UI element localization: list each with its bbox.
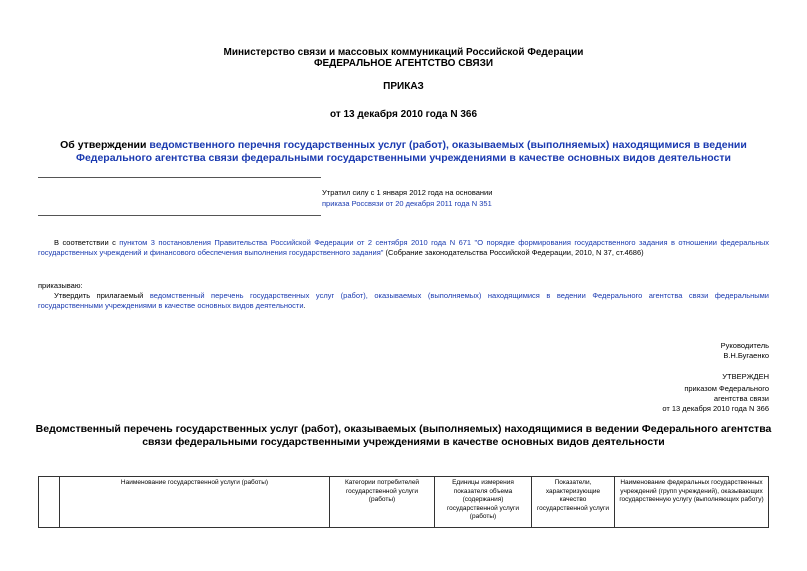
header-cell-consumers: Категории потребителей государственной услуги (работы) <box>330 477 435 528</box>
order-start: Утвердить прилагаемый <box>54 291 150 300</box>
header-cell-institutions: Наименование федеральных государственных учреждений (групп учреждений), оказывающих государственную услугу (выполняющих работу) <box>615 477 769 528</box>
approval-line-2: приказом Федерального <box>684 384 769 393</box>
approval-line-3: агентства связи <box>713 394 769 403</box>
document-header <box>0 47 807 69</box>
order-link[interactable]: ведомственный перечень государственных услуг (работ), оказываемых (выполняемых) находящимися в ведении Федерального агентства связи федеральными государственными учреждениями в качестве основных видов деятельности <box>38 291 769 310</box>
header-cell-units: Единицы измерения показателя объема (содержания) государственной услуги (работы) <box>435 477 532 528</box>
services-table <box>38 476 769 528</box>
header-cell-service-name: Наименование государственной услуги (работы) <box>60 477 330 528</box>
header-cell-quality: Показатели, характеризующие качество государственной услуги <box>532 477 615 528</box>
ministry-name: Министерство связи и массовых коммуникаций Российской Федерации <box>223 47 584 58</box>
repeal-link[interactable]: приказа Россвязи от 20 декабря 2011 года N 351 <box>322 199 492 208</box>
signature-block <box>721 341 769 361</box>
doc-title <box>30 139 777 164</box>
divider-top <box>38 177 321 178</box>
repeal-text: Утратил силу с 1 января 2012 года на основании <box>322 188 493 197</box>
approval-line-4: от 13 декабря 2010 года N 366 <box>662 404 769 413</box>
title-prefix: Об утверждении <box>60 139 150 151</box>
order-paragraph <box>38 291 769 311</box>
doc-date-number: от 13 декабря 2010 года N 366 <box>329 109 478 120</box>
list-title: Ведомственный перечень государственных услуг (работ), оказываемых (выполняемых) находящимися в ведении Федерального агентства связи федеральными государственными учреждениями в качестве основных видов деятельности <box>35 423 772 448</box>
agency-name: ФЕДЕРАЛЬНОЕ АГЕНТСТВО СВЯЗИ <box>313 58 494 69</box>
divider-bottom <box>38 215 321 216</box>
title-link[interactable]: ведомственного перечня государственных услуг (работ), оказываемых (выполняемых) находящимися в ведении Федерального агентства связи федеральными государственными учреждениями в качестве основных видов деятельности <box>76 139 747 164</box>
table-header-row <box>39 477 769 528</box>
preamble-start: В соответствии с <box>54 238 120 247</box>
approval-block <box>662 372 769 414</box>
doc-type: ПРИКАЗ <box>383 81 424 92</box>
header-cell-index <box>39 477 60 528</box>
signature-name: В.Н.Бугаенко <box>723 351 769 360</box>
signature-position: Руководитель <box>720 341 769 350</box>
order-end: . <box>303 301 306 310</box>
preamble-end: (Собрание законодательства Российской Федерации, 2010, N 37, ст.4686) <box>383 248 644 257</box>
preamble-link[interactable]: пунктом 3 постановления Правительства Российской Федерации от 2 сентября 2010 года N 671 "О порядке формирования государственного задания в отношении федеральных государственных учреждений и финансового обеспечения выполнения государственного задания" <box>38 238 769 257</box>
repeal-note <box>322 187 492 209</box>
preamble-paragraph <box>38 238 769 258</box>
order-word: приказываю: <box>38 281 83 290</box>
approval-line-1: УТВЕРЖДЕН <box>722 372 769 381</box>
